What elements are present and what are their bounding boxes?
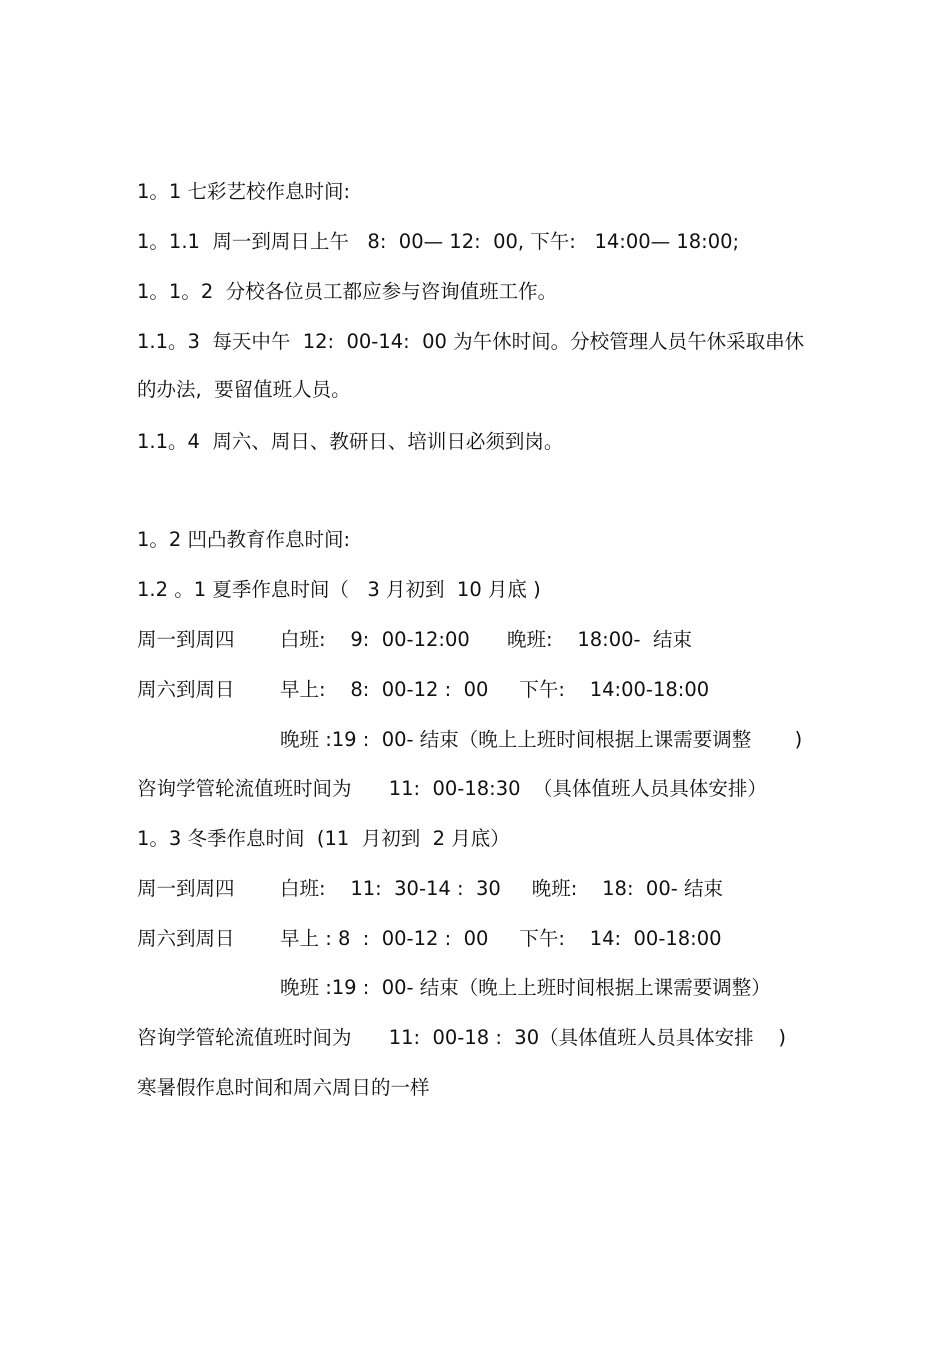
- summer-row-weekday-detail: 白班: 9: 00-12:00 晚班: 18:00- 结束: [280, 628, 692, 651]
- summer-schedule-heading: 1.2 。1 夏季作息时间（ 3 月初到 10 月底 ): [137, 578, 541, 601]
- section-1-item-3-line-1: 1.1。3 每天中午 12: 00-14: 00 为午休时间。分校管理人员午休采取串休: [137, 330, 805, 353]
- winter-consult-duty: 咨询学管轮流值班时间为 11: 00-18 : 30（具体值班人员具体安排 ): [137, 1026, 787, 1049]
- winter-row-weekday-detail: 白班: 11: 30-14 : 30 晚班: 18: 00- 结束: [280, 877, 723, 900]
- section-2-heading: 1。2 凹凸教育作息时间:: [137, 528, 351, 551]
- winter-row-weekend-days: 周六到周日: [137, 927, 235, 950]
- winter-row-evening-detail: 晚班 :19 : 00- 结束（晚上上班时间根据上课需要调整）: [280, 976, 771, 999]
- section-1-item-4: 1.1。4 周六、周日、教研日、培训日必须到岗。: [137, 430, 564, 453]
- winter-row-weekday-days: 周一到周四: [137, 877, 235, 900]
- section-1-item-2: 1。1。2 分校各位员工都应参与咨询值班工作。: [137, 280, 558, 303]
- winter-schedule-heading: 1。3 冬季作息时间 (11 月初到 2 月底）: [137, 827, 510, 850]
- section-1-item-3-line-2: 的办法, 要留值班人员。: [137, 378, 351, 401]
- summer-consult-duty: 咨询学管轮流值班时间为 11: 00-18:30 （具体值班人员具体安排）: [137, 777, 767, 800]
- summer-row-weekday-days: 周一到周四: [137, 628, 235, 651]
- holiday-note: 寒暑假作息时间和周六周日的一样: [137, 1076, 430, 1099]
- section-1-heading: 1。1 七彩艺校作息时间:: [137, 180, 351, 203]
- summer-row-weekend-days: 周六到周日: [137, 678, 235, 701]
- summer-row-evening-detail: 晚班 :19 : 00- 结束（晚上上班时间根据上课需要调整 ): [280, 728, 803, 751]
- section-1-item-1: 1。1.1 周一到周日上午 8: 00— 12: 00, 下午: 14:00— 18:00;: [137, 230, 740, 253]
- winter-row-weekend-detail: 早上 : 8 : 00-12 : 00 下午: 14: 00-18:00: [280, 927, 722, 950]
- summer-row-weekend-detail: 早上: 8: 00-12 : 00 下午: 14:00-18:00: [280, 678, 710, 701]
